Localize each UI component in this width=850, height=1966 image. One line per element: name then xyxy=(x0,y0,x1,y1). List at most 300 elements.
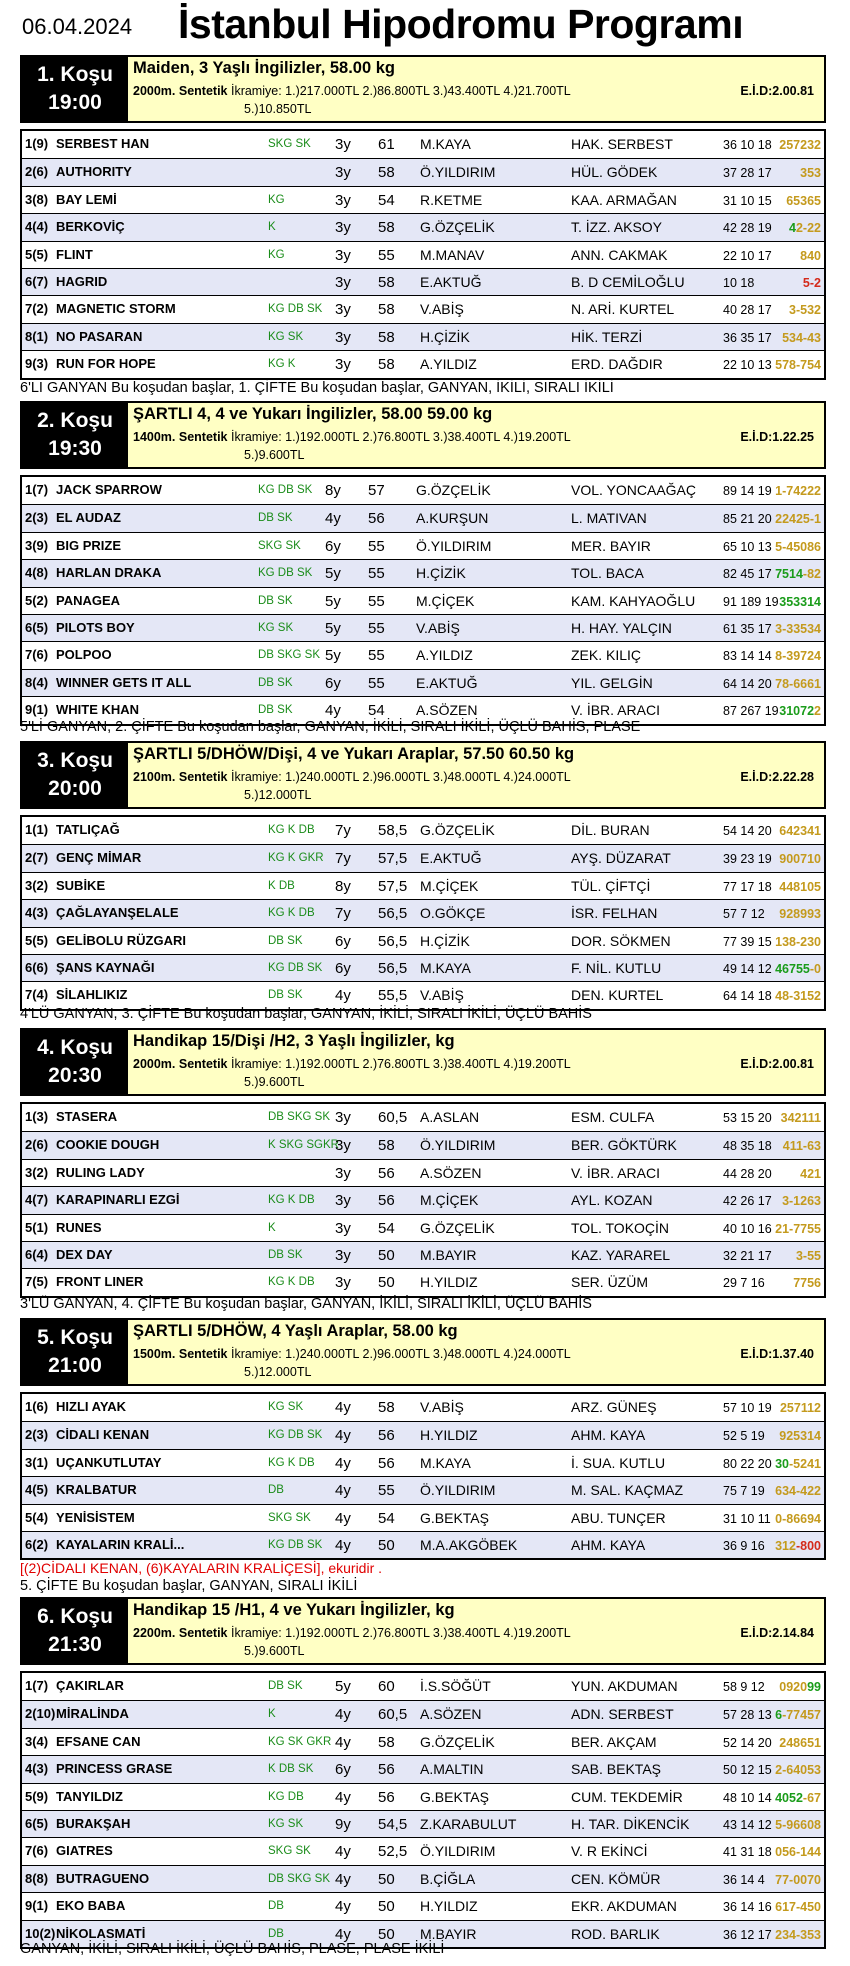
prize-label: İkramiye: xyxy=(230,84,282,98)
horse-number: 9(3) xyxy=(25,356,49,372)
horse-equipment: DB SK xyxy=(268,989,303,1002)
race-prizes: 1.)192.000TL 2.)76.800TL 3.)38.400TL 4.)19.200TL xyxy=(281,1057,571,1071)
horse-name[interactable]: HAGRID xyxy=(56,273,108,289)
race-block xyxy=(20,1028,826,1298)
horse-weight: 56 xyxy=(378,1788,395,1806)
horse-name[interactable]: MİRALİNDA xyxy=(56,1706,129,1722)
form-segment: 257112 xyxy=(779,1401,821,1415)
horse-age: 4y xyxy=(335,1482,351,1500)
horse-row[interactable] xyxy=(22,954,824,981)
horse-equipment: KG SK xyxy=(268,1817,304,1830)
race-bet-types: 4'LÜ GANYAN, 3. ÇİFTE Bu koşudan başlar, GANYAN, İKİLİ, SIRALI İKİLİ, ÜÇLÜ BAHİS xyxy=(20,1006,592,1022)
horse-age: 7y xyxy=(335,822,351,839)
horse-row[interactable] xyxy=(22,1268,824,1295)
horse-form xyxy=(775,1222,821,1236)
horse-number: 7(4) xyxy=(25,987,49,1003)
form-segment: -5241 xyxy=(789,1456,821,1471)
horse-equipment: KG DB SK xyxy=(268,1429,323,1442)
jockey-name: H.ÇİZİK xyxy=(420,328,470,345)
horse-row[interactable] xyxy=(22,1783,824,1810)
horse-row[interactable] xyxy=(22,131,824,158)
horse-name[interactable]: ÇAKIRLAR xyxy=(56,1678,124,1693)
race-prizes: 1.)240.000TL 2.)96.000TL 3.)48.000TL 4.)24.000TL xyxy=(281,1347,571,1361)
horse-form xyxy=(779,824,821,838)
horse-name[interactable]: HIZLI AYAK xyxy=(56,1399,127,1414)
horse-name[interactable]: RULING LADY xyxy=(56,1164,145,1180)
horse-name[interactable]: BURAKŞAH xyxy=(56,1815,131,1831)
horse-stats: 64 14 20 xyxy=(723,676,772,691)
form-segment: 312 xyxy=(775,1538,796,1553)
jockey-name: A.SÖZEN xyxy=(420,1706,482,1723)
horse-form xyxy=(775,540,821,554)
horse-row[interactable] xyxy=(22,268,824,295)
horse-stats: 42 26 17 xyxy=(723,1194,772,1209)
horse-equipment: DB SKG SK xyxy=(258,649,320,662)
horse-form xyxy=(775,484,821,498)
horse-equipment: KG DB SK xyxy=(258,484,313,496)
horse-name[interactable]: BUTRAGUENO xyxy=(56,1870,150,1886)
horse-name[interactable]: PANAGEA xyxy=(56,592,121,608)
race-distance-prizes xyxy=(133,1347,571,1361)
jockey-name: A.YILDIZ xyxy=(420,356,477,373)
jockey-name: B.ÇİĞLA xyxy=(420,1870,476,1887)
horse-equipment: KG K DB xyxy=(268,1456,315,1469)
horse-form xyxy=(775,622,821,636)
race-bet-types: GANYAN, İKİLİ, SIRALI İKİLİ, ÜÇLÜ BAHİS, PLASE, PLASE İKİLİ xyxy=(20,1941,445,1957)
horse-weight: 58 xyxy=(378,219,395,237)
horse-stats: 82 45 17 xyxy=(723,567,772,582)
prize-label: İkramiye: xyxy=(230,1626,282,1640)
horse-name[interactable]: STASERA xyxy=(56,1109,118,1124)
horse-number: 6(6) xyxy=(25,959,49,975)
horse-name[interactable]: DEX DAY xyxy=(56,1246,113,1262)
trainer-name: HÜL. GÖDEK xyxy=(571,164,658,181)
horse-row[interactable] xyxy=(22,1810,824,1837)
horse-age: 5y xyxy=(325,592,341,610)
horse-stats: 57 10 19 xyxy=(723,1401,772,1415)
jockey-name: G.ÖZÇELİK xyxy=(420,1733,495,1750)
horse-age: 4y xyxy=(335,1788,351,1806)
horse-name[interactable]: WINNER GETS IT ALL xyxy=(56,674,192,690)
horse-row[interactable] xyxy=(22,1837,824,1864)
jockey-name: G.BEKTAŞ xyxy=(420,1509,489,1526)
horse-age: 4y xyxy=(335,1898,351,1916)
horse-row[interactable] xyxy=(22,1159,824,1186)
form-segment: 5-2 xyxy=(802,275,821,290)
horse-name[interactable]: JACK SPARROW xyxy=(56,482,162,497)
horse-equipment: KG xyxy=(268,193,285,206)
trainer-name: AHM. KAYA xyxy=(571,1427,646,1444)
horse-row[interactable] xyxy=(22,504,824,531)
horse-form xyxy=(775,989,821,1003)
horse-row[interactable] xyxy=(22,641,824,668)
race-distance-prizes xyxy=(133,430,571,444)
horse-row[interactable] xyxy=(22,1728,824,1755)
jockey-name: A.KURŞUN xyxy=(416,510,489,527)
horse-weight: 56 xyxy=(378,1761,395,1779)
prize-label: İkramiye: xyxy=(230,1347,282,1361)
trainer-name: V. İBR. ARACI xyxy=(571,1164,660,1181)
horse-row[interactable] xyxy=(22,532,824,559)
jockey-name: Ö.YILDIRIM xyxy=(420,164,496,181)
horse-row[interactable] xyxy=(22,872,824,899)
horse-stats: 49 14 12 xyxy=(723,961,772,976)
race-bet-types: 5'Lİ GANYAN, 2. ÇİFTE Bu koşudan başlar, GANYAN, İKİLİ, SIRALI İKİLİ, ÜÇLÜ BAHİS, PLASE xyxy=(20,719,641,735)
form-segment: 4052 xyxy=(775,1790,803,1805)
race-block xyxy=(20,401,826,726)
horse-row[interactable] xyxy=(22,323,824,350)
horse-name[interactable]: GENÇ MİMAR xyxy=(56,850,142,866)
horse-row[interactable] xyxy=(22,1504,824,1531)
trainer-name: HAK. SERBEST xyxy=(571,136,673,152)
horse-weight: 54 xyxy=(378,191,395,209)
race-block xyxy=(20,1597,826,1949)
horse-row[interactable] xyxy=(22,295,824,322)
horse-age: 3y xyxy=(335,273,351,291)
horse-stats: 40 28 17 xyxy=(723,303,772,318)
horse-name[interactable]: EFSANE CAN xyxy=(56,1733,141,1749)
horse-name[interactable]: SİLAHLIKIZ xyxy=(56,987,128,1003)
form-segment: 2-64053 xyxy=(775,1763,821,1778)
horse-weight: 50 xyxy=(378,1536,395,1554)
horse-age: 5y xyxy=(325,647,341,665)
horse-name[interactable]: GIATRES xyxy=(56,1843,113,1859)
horse-row[interactable] xyxy=(22,559,824,586)
form-segment: -67 xyxy=(802,1790,821,1805)
horse-row[interactable] xyxy=(22,899,824,926)
jockey-name: H.ÇİZİK xyxy=(416,565,466,582)
trainer-name: BER. AKÇAM xyxy=(571,1733,657,1750)
horse-name[interactable]: RUNES xyxy=(56,1219,102,1235)
horse-weight: 54 xyxy=(368,702,385,720)
horse-name[interactable]: EKO BABA xyxy=(56,1898,126,1914)
horse-name[interactable]: FLINT xyxy=(56,246,93,262)
horse-number: 8(1) xyxy=(25,328,49,344)
horse-equipment: KG DB SK xyxy=(258,567,313,580)
horse-name[interactable]: UÇANKUTLUTAY xyxy=(56,1454,162,1470)
horse-row[interactable] xyxy=(22,1531,824,1558)
horse-equipment: SKG SK xyxy=(258,539,301,552)
horse-row[interactable] xyxy=(22,1131,824,1158)
horse-stats: 52 14 20 xyxy=(723,1735,772,1750)
horse-form xyxy=(800,166,821,180)
trainer-name: ROD. BARLIK xyxy=(571,1925,660,1942)
trainer-name: TOL. BACA xyxy=(571,565,644,582)
horse-name[interactable]: HARLAN DRAKA xyxy=(56,565,162,581)
jockey-name: E.AKTUĞ xyxy=(416,674,478,691)
horse-row[interactable] xyxy=(22,1700,824,1727)
jockey-name: M.KAYA xyxy=(420,1454,471,1471)
jockey-name: M.BAYIR xyxy=(420,1246,477,1263)
horse-name[interactable]: SUBİKE xyxy=(56,877,106,893)
race-number: 2. Koşu xyxy=(37,409,113,432)
form-segment: 3-55 xyxy=(795,1248,821,1263)
horse-name[interactable]: YENİSİSTEM xyxy=(56,1509,135,1525)
race-header xyxy=(20,1028,826,1096)
horse-row[interactable] xyxy=(22,1241,824,1268)
horse-age: 3y xyxy=(335,164,351,182)
horse-weight: 56,5 xyxy=(378,959,408,977)
horse-name[interactable]: PRINCESS GRASE xyxy=(56,1761,173,1777)
horse-row[interactable] xyxy=(22,1394,824,1421)
horse-row[interactable] xyxy=(22,927,824,954)
horse-row[interactable] xyxy=(22,186,824,213)
form-segment: 6 xyxy=(775,1708,783,1723)
horse-equipment: DB SK xyxy=(258,704,293,717)
horse-number: 8(4) xyxy=(25,674,49,690)
race-bet-types: 5. ÇİFTE Bu koşudan başlar, GANYAN, SIRALI İKİLİ xyxy=(20,1578,358,1594)
race-eid: E.İ.D:2.14.84 xyxy=(740,1626,814,1640)
horse-age: 5y xyxy=(325,565,341,583)
horse-row[interactable] xyxy=(22,1755,824,1782)
horse-form xyxy=(789,221,821,235)
horse-row[interactable] xyxy=(22,213,824,240)
horse-equipment: KG K xyxy=(268,358,296,371)
jockey-name: Z.KARABULUT xyxy=(420,1815,517,1832)
horse-weight: 50 xyxy=(378,1274,395,1292)
horse-name[interactable]: TANYILDIZ xyxy=(56,1788,123,1804)
race-prizes: 1.)217.000TL 2.)86.800TL 3.)43.400TL 4.)21.700TL xyxy=(281,84,571,98)
form-segment: 353 xyxy=(800,166,821,181)
race-number-box xyxy=(22,1030,128,1094)
horse-age: 7y xyxy=(335,905,351,923)
horse-form xyxy=(775,1845,821,1859)
horse-row[interactable] xyxy=(22,1186,824,1213)
horse-weight: 55 xyxy=(368,619,385,637)
horse-form xyxy=(775,962,821,976)
race-prize-5: 5.)9.600TL xyxy=(244,448,305,462)
horse-equipment: KG DB xyxy=(268,1790,304,1803)
form-segment: 448105 xyxy=(779,879,821,894)
horse-name[interactable]: KARAPINARLI EZGİ xyxy=(56,1192,180,1208)
horse-equipment: KG xyxy=(268,248,285,261)
horse-row[interactable] xyxy=(22,1892,824,1919)
horse-stats: 65 10 13 xyxy=(723,539,772,554)
trainer-name: DOR. SÖKMEN xyxy=(571,932,671,949)
form-segment: 411-63 xyxy=(782,1139,821,1154)
horse-row[interactable] xyxy=(22,1104,824,1131)
horse-equipment: DB SK xyxy=(258,594,293,607)
horse-name[interactable]: NİKOLASMATİ xyxy=(56,1925,146,1941)
horse-weight: 50 xyxy=(378,1898,395,1916)
horse-name[interactable]: AUTHORITY xyxy=(56,164,132,180)
horse-weight: 58 xyxy=(378,273,395,291)
race-distance: 2000m. Sentetik xyxy=(133,1057,231,1071)
horse-name[interactable]: TATLIÇAĞ xyxy=(56,822,120,837)
trainer-name: KAM. KAHYAOĞLU xyxy=(571,592,696,609)
horse-form xyxy=(781,1111,821,1125)
jockey-name: E.AKTUĞ xyxy=(420,850,482,867)
horse-row[interactable] xyxy=(22,1673,824,1700)
horse-stats: 31 10 11 xyxy=(723,1511,771,1526)
horse-age: 3y xyxy=(335,356,351,374)
form-segment: 21-7755 xyxy=(775,1221,821,1236)
form-segment: -82 xyxy=(802,567,821,582)
horse-name[interactable]: WHITE KHAN xyxy=(56,702,140,718)
horse-name[interactable]: ÇAĞLAYANŞELALE xyxy=(56,905,179,921)
form-segment: 48-3152 xyxy=(775,989,821,1004)
trainer-name: M. SAL. KAÇMAZ xyxy=(571,1482,684,1499)
horse-age: 7y xyxy=(335,850,351,868)
horse-form xyxy=(779,880,821,894)
horse-name[interactable]: EL AUDAZ xyxy=(56,510,121,526)
horse-stats: 80 22 20 xyxy=(723,1456,772,1471)
horse-name[interactable]: COOKIE DOUGH xyxy=(56,1137,160,1153)
race-prize-5: 5.)12.000TL xyxy=(244,788,312,802)
horse-row[interactable] xyxy=(22,158,824,185)
trainer-name: ERD. DAĞDIR xyxy=(571,356,663,373)
horse-number: 5(1) xyxy=(25,1219,49,1235)
horse-table xyxy=(20,129,826,380)
horse-name[interactable]: GELİBOLU RÜZGARI xyxy=(56,932,186,948)
form-segment: 578-754 xyxy=(775,358,821,373)
jockey-name: A.YILDIZ xyxy=(416,647,473,664)
horse-row[interactable] xyxy=(22,350,824,377)
horse-row[interactable] xyxy=(22,241,824,268)
horse-row[interactable] xyxy=(22,587,824,614)
horse-name[interactable]: KRALBATUR xyxy=(56,1482,137,1498)
race-bet-types: 3'LÜ GANYAN, 4. ÇİFTE Bu koşudan başlar, GANYAN, İKİLİ, SIRALI İKİLİ, ÜÇLÜ BAHİS xyxy=(20,1296,592,1312)
horse-name[interactable]: MAGNETIC STORM xyxy=(56,301,176,317)
trainer-name: SER. ÜZÜM xyxy=(571,1274,648,1291)
horse-age: 4y xyxy=(335,1509,351,1527)
horse-name[interactable]: BERKOVİÇ xyxy=(56,219,125,235)
horse-name[interactable]: KAYALARIN KRALİ... xyxy=(56,1536,185,1552)
horse-number: 2(3) xyxy=(25,510,49,526)
jockey-name: G.ÖZÇELİK xyxy=(420,219,495,236)
horse-equipment: K DB xyxy=(268,879,295,892)
horse-row[interactable] xyxy=(22,1449,824,1476)
horse-number: 6(5) xyxy=(25,619,49,635)
race-time: 21:30 xyxy=(48,1633,102,1656)
horse-stats: 48 10 14 xyxy=(723,1790,772,1805)
jockey-name: H.YILDIZ xyxy=(420,1898,478,1915)
horse-weight: 50 xyxy=(378,1925,395,1943)
form-segment: -77457 xyxy=(782,1708,821,1723)
horse-number: 6(7) xyxy=(25,273,49,289)
horse-name[interactable]: RUN FOR HOPE xyxy=(56,356,156,372)
race-number-box xyxy=(22,57,128,121)
trainer-name: MER. BAYIR xyxy=(571,537,651,554)
horse-name[interactable]: BIG PRIZE xyxy=(56,537,122,553)
horse-equipment: K xyxy=(268,221,276,234)
jockey-name: M.BAYIR xyxy=(420,1925,477,1942)
race-title: ŞARTLI 5/DHÖW/Dişi, 4 ve Yukarı Araplar, 57.50 60.50 kg xyxy=(133,745,575,763)
horse-number: 5(2) xyxy=(25,592,49,608)
horse-number: 4(3) xyxy=(25,1761,49,1777)
horse-name[interactable]: CİDALI KENAN xyxy=(56,1427,150,1443)
horse-stats: 39 23 19 xyxy=(723,852,772,867)
horse-row[interactable] xyxy=(22,669,824,696)
jockey-name: M.MANAV xyxy=(420,246,485,263)
race-title: ŞARTLI 4, 4 ve Yukarı İngilizler, 58.00 59.00 kg xyxy=(133,405,493,423)
horse-row[interactable] xyxy=(22,477,824,504)
race-eid: E.İ.D:2.00.81 xyxy=(740,1057,814,1071)
horse-equipment: KG SK GKR xyxy=(268,1735,332,1748)
horse-age: 3y xyxy=(335,328,351,346)
horse-table xyxy=(20,1671,826,1949)
horse-row[interactable] xyxy=(22,1421,824,1448)
horse-equipment: KG K DB xyxy=(268,907,315,920)
horse-equipment: KG SK xyxy=(268,330,304,343)
form-segment: 78-6661 xyxy=(775,676,821,691)
horse-name[interactable]: ŞANS KAYNAĞI xyxy=(56,959,155,975)
horse-number: 7(6) xyxy=(25,1843,49,1859)
horse-row[interactable] xyxy=(22,614,824,641)
trainer-name: T. İZZ. AKSOY xyxy=(571,219,663,236)
horse-row[interactable] xyxy=(22,981,824,1008)
horse-age: 4y xyxy=(335,1870,351,1888)
horse-stats: 32 21 17 xyxy=(723,1248,772,1263)
horse-number: 4(3) xyxy=(25,905,49,921)
race-header xyxy=(20,1318,826,1386)
horse-form xyxy=(779,1736,821,1750)
horse-row[interactable] xyxy=(22,844,824,871)
horse-weight: 56 xyxy=(368,510,385,528)
horse-name[interactable]: POLPOO xyxy=(56,647,112,663)
horse-stats: 40 10 16 xyxy=(723,1221,772,1236)
trainer-name: DEN. KURTEL xyxy=(571,987,664,1004)
trainer-name: L. MATIVAN xyxy=(571,510,647,527)
form-segment: 1-74222 xyxy=(775,484,821,498)
race-number: 5. Koşu xyxy=(37,1326,113,1349)
form-segment: 257232 xyxy=(779,138,821,152)
horse-name[interactable]: NO PASARAN xyxy=(56,328,143,344)
horse-age: 6y xyxy=(325,674,341,692)
horse-number: 5(4) xyxy=(25,1509,49,1525)
horse-number: 5(5) xyxy=(25,246,49,262)
horse-name[interactable]: BAY LEMİ xyxy=(56,191,117,207)
jockey-name: O.GÖKÇE xyxy=(420,905,486,922)
horse-row[interactable] xyxy=(22,817,824,844)
horse-stats: 85 21 20 xyxy=(723,512,772,527)
horse-name[interactable]: FRONT LINER xyxy=(56,1274,144,1290)
horse-name[interactable]: SERBEST HAN xyxy=(56,136,150,151)
horse-form xyxy=(779,704,821,718)
form-segment: 342111 xyxy=(780,1111,821,1125)
horse-row[interactable] xyxy=(22,1214,824,1241)
horse-form xyxy=(779,1680,821,1694)
trainer-name: ZEK. KILIÇ xyxy=(571,647,642,664)
trainer-name: YUN. AKDUMAN xyxy=(571,1678,678,1694)
horse-stats: 43 14 12 xyxy=(723,1817,772,1832)
form-segment: 900710 xyxy=(779,852,821,867)
horse-form xyxy=(775,1512,821,1526)
horse-equipment: K xyxy=(268,1221,276,1234)
race-prize-5: 5.)9.600TL xyxy=(244,1075,305,1089)
horse-age: 6y xyxy=(335,932,351,950)
race-number: 4. Koşu xyxy=(37,1036,113,1059)
horse-age: 3y xyxy=(335,1274,351,1292)
horse-form xyxy=(775,567,821,581)
trainer-name: DİL. BURAN xyxy=(571,822,650,838)
jockey-name: Ö.YILDIRIM xyxy=(420,1137,496,1154)
horse-form xyxy=(775,1818,821,1832)
jockey-name: A.MALTIN xyxy=(420,1761,484,1778)
trainer-name: ARZ. GÜNEŞ xyxy=(571,1399,657,1415)
horse-number: 3(4) xyxy=(25,1733,49,1749)
page-header xyxy=(0,0,850,48)
horse-row[interactable] xyxy=(22,1865,824,1892)
race-time: 19:00 xyxy=(48,91,102,114)
horse-row[interactable] xyxy=(22,1476,824,1503)
horse-age: 4y xyxy=(335,1706,351,1724)
trainer-name: TÜL. ÇİFTÇİ xyxy=(571,877,651,894)
horse-weight: 55 xyxy=(368,647,385,665)
trainer-name: KAZ. YARAREL xyxy=(571,1246,671,1263)
jockey-name: H.YILDIZ xyxy=(420,1274,478,1291)
horse-name[interactable]: PILOTS BOY xyxy=(56,619,135,635)
